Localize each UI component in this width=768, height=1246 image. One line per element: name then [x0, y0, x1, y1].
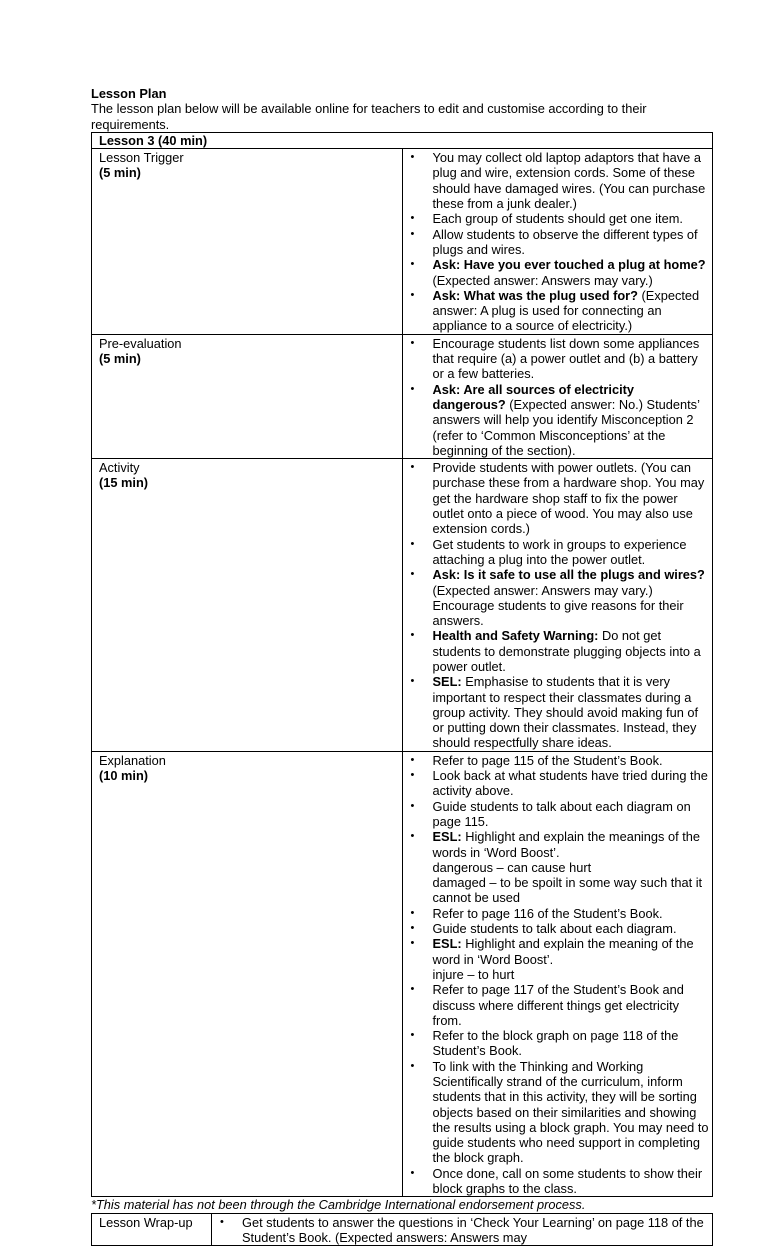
bullet-item [411, 936, 711, 982]
bullet-item [411, 768, 711, 799]
stage-content-cell [212, 1213, 713, 1245]
stage-name: Lesson Wrap-up [99, 1214, 193, 1230]
bullet-item [411, 1166, 711, 1197]
stage-label-cell [92, 751, 403, 1197]
bullet-text: Refer to page 115 of the Student’s Book. [432, 752, 663, 768]
bullet-item [411, 150, 711, 211]
bullet-text: To link with the Thinking and Working Scientifically strand of the curriculum, inform students that in this activity, they will be sorting objects based on their similarities and showing the results using a block graph. You may need to guide students who need support in completing the block graph. [432, 1058, 709, 1166]
bullet-bold-lead: Health and Safety Warning: [432, 628, 599, 644]
bullet-text: Provide students with power outlets. (You can purchase these from a hardware shop. You may get the hardware shop staff to fix the power outlet onto a piece of wood. You may also use extension cords.) [432, 460, 705, 537]
bullet-bold-lead: SEL: [432, 674, 462, 690]
bullet-text: Look back at what students have tried during the activity above. [432, 768, 708, 799]
lesson-table [91, 132, 713, 1197]
bullet-item [411, 211, 711, 226]
lesson-plan-intro: The lesson plan below will be available online for teachers to edit and customise according to their requirements. [91, 101, 647, 132]
stage-content-cell [402, 459, 713, 752]
bullet-item [411, 982, 711, 1028]
word-boost-definition: injure – to hurt [432, 966, 515, 982]
bullet-text: (Expected answer: Answers may vary.) [432, 272, 653, 288]
wrap-up-body [92, 1213, 713, 1245]
bullet-item [411, 382, 711, 458]
stage-name: Explanation [99, 752, 166, 768]
stage-bullet-list [411, 150, 711, 334]
stage-row [92, 334, 713, 458]
bullet-item [411, 1059, 711, 1166]
stage-bullet-list [411, 753, 711, 1197]
bullet-item [411, 227, 711, 258]
stage-content-cell [402, 149, 713, 335]
stage-name: Lesson Trigger [99, 150, 184, 166]
bullet-item [411, 753, 711, 768]
bullet-item [411, 906, 711, 921]
stage-row [92, 149, 713, 335]
bullet-text: Emphasise to students that it is very important to respect their classmates during a group activity. They should avoid making fun of or putting down their classmates. Instead, they should respectfully share ideas. [432, 674, 699, 751]
wrap-up-row [92, 1213, 713, 1245]
stage-duration: (15 min) [99, 475, 149, 491]
stage-duration: (5 min) [99, 165, 141, 181]
bullet-item [411, 829, 711, 905]
stage-bullet-list [411, 460, 711, 751]
bullet-item [411, 921, 711, 936]
bullet-item [411, 799, 711, 830]
wrap-up-table [91, 1213, 713, 1246]
bullet-item [411, 628, 711, 674]
bullet-text: Highlight and explain the meanings of the words in ‘Word Boost’. [432, 829, 700, 860]
stage-bullet-list [220, 1215, 710, 1245]
bullet-item [411, 567, 711, 628]
bullet-item [411, 674, 711, 750]
bullet-bold-lead: Ask: Have you ever touched a plug at home? [432, 257, 706, 273]
stage-duration: (10 min) [99, 768, 149, 784]
bullet-item [411, 460, 711, 536]
stage-row [92, 751, 713, 1197]
bullet-text: (Expected answer: Answers may vary.) Encourage students to give reasons for their answers. [432, 582, 684, 629]
bullet-text: Refer to the block graph on page 118 of the Student’s Book. [432, 1028, 679, 1059]
bullet-bold-lead: Ask: Is it safe to use all the plugs and wires? [432, 567, 705, 583]
bullet-text: (Expected answer: No.) Students’ answers will help you identify Misconception 2 (refer to ‘Common Misconceptions’ at the beginning of the section). [432, 396, 700, 458]
bullet-item [411, 336, 711, 382]
stage-content-cell [402, 751, 713, 1197]
stage-bullet-list [411, 336, 711, 458]
bullet-text: Encourage students list down some appliances that require (a) a power outlet and (b) a battery or a few batteries. [432, 335, 700, 382]
bullet-text: Get students to answer the questions in ‘Check Your Learning’ on page 118 of the Student’s Book. (Expected answers: Answers may [242, 1214, 704, 1245]
endorsement-note: *This material has not been through the Cambridge International endorsement process. [91, 1197, 586, 1213]
bullet-text: Allow students to observe the different types of plugs and wires. [432, 226, 698, 257]
lesson-title-row [92, 132, 713, 148]
stage-label-cell [92, 334, 403, 458]
word-boost-definition: dangerous – can cause hurt [432, 859, 592, 875]
bullet-text: Once done, call on some students to show their block graphs to the class. [432, 1165, 703, 1197]
stage-name: Activity [99, 460, 140, 476]
word-boost-definition: damaged – to be spoilt in some way such that it cannot be used [432, 875, 703, 906]
bullet-text: Guide students to talk about each diagram on page 115. [432, 798, 691, 829]
bullet-item [220, 1215, 710, 1245]
lesson-plan-title: Lesson Plan [91, 86, 167, 101]
bullet-item [411, 288, 711, 334]
bullet-bold-lead: Ask: Are all sources of electricity dangerous? [432, 381, 635, 412]
bullet-text: You may collect old laptop adaptors that have a plug and wire, extension cords. Some of these should have damaged wires. (You can purchase these from a junk dealer.) [432, 150, 706, 212]
stages-body [92, 149, 713, 1197]
lesson-title: Lesson 3 (40 min) [92, 132, 713, 148]
stage-label-cell [92, 459, 403, 752]
bullet-item [411, 1028, 711, 1059]
bullet-bold-lead: ESL: [432, 829, 462, 845]
bullet-bold-lead: ESL: [432, 936, 462, 952]
bullet-item [411, 537, 711, 568]
stage-label-cell [92, 1213, 212, 1245]
bullet-text: Do not get students to demonstrate plugging objects into a power outlet. [432, 628, 701, 674]
bullet-text: Refer to page 116 of the Student’s Book. [432, 905, 663, 921]
bullet-text: Get students to work in groups to experience attaching a plug into the power outlet. [432, 536, 687, 567]
stage-duration: (5 min) [99, 351, 141, 367]
bullet-text: Each group of students should get one item. [432, 211, 683, 227]
bullet-item [411, 257, 711, 288]
bullet-text: Guide students to talk about each diagram. [432, 921, 677, 937]
stage-label-cell [92, 149, 403, 335]
stage-content-cell [402, 334, 713, 458]
bullet-text: (Expected answer: A plug is used for connecting an appliance to a source of electricity.) [432, 287, 700, 334]
bullet-text: Highlight and explain the meaning of the word in ‘Word Boost’. [432, 936, 694, 967]
lesson-plan-page [91, 86, 713, 1246]
stage-row [92, 459, 713, 752]
bullet-text: Refer to page 117 of the Student’s Book and discuss where different things get electricity from. [432, 982, 684, 1028]
stage-name: Pre-evaluation [99, 335, 182, 351]
bullet-bold-lead: Ask: What was the plug used for? [432, 287, 638, 303]
